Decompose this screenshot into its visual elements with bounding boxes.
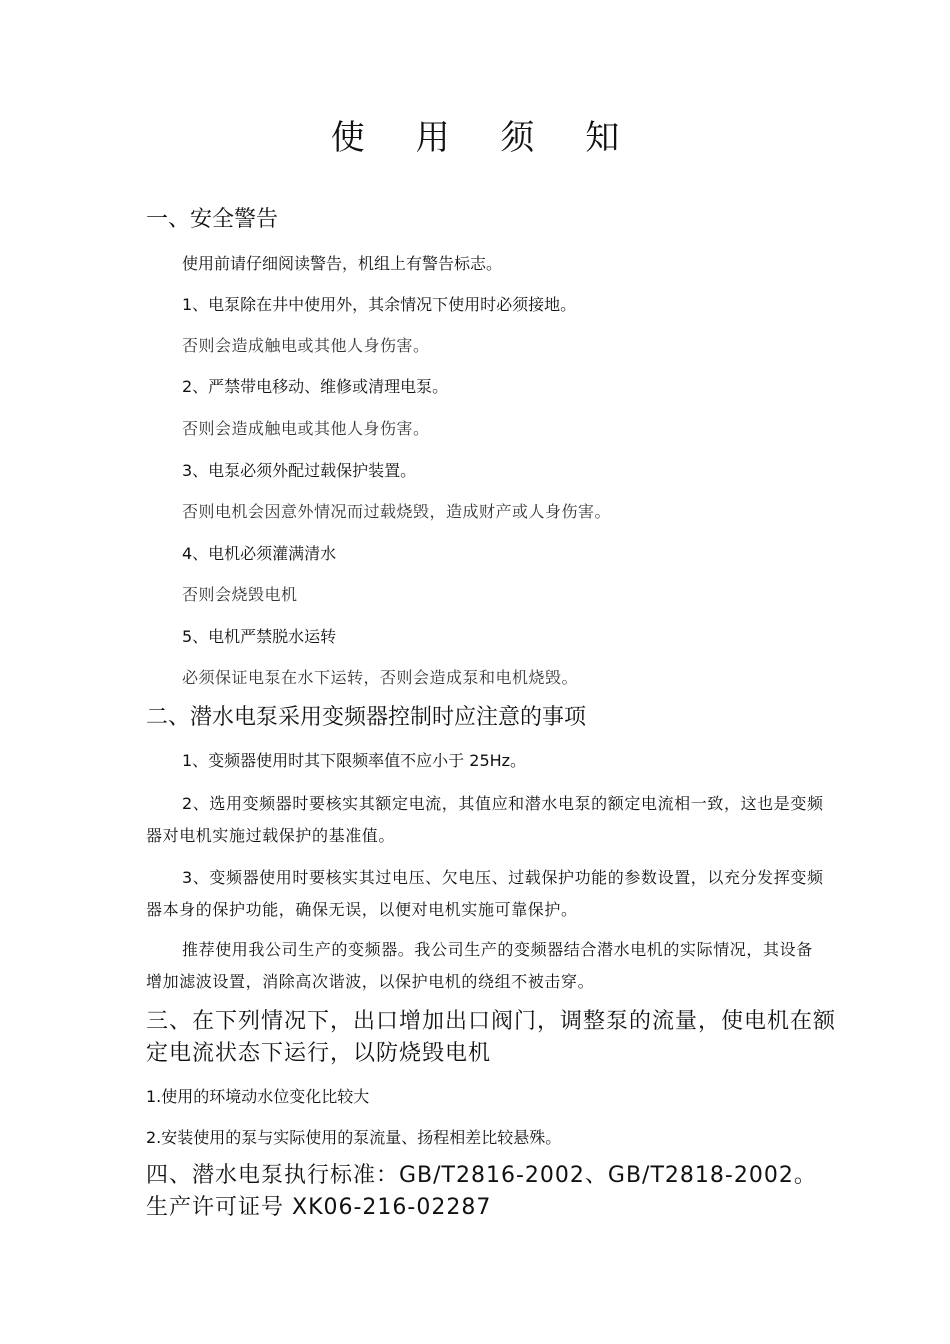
- warning-rule-2: 2、严禁带电移动、维修或清理电泵。: [182, 377, 449, 396]
- warning-rule-3: 3、电泵必须外配过载保护装置。: [182, 461, 417, 480]
- section-1-heading: 一、安全警告: [146, 207, 279, 232]
- section-1-intro: 使用前请仔细阅读警告，机组上有警告标志。: [182, 254, 503, 273]
- page-title: 使 用 须 知: [330, 118, 640, 158]
- section-4-heading: 四、潜水电泵执行标准：GB/T2816-2002、GB/T2818-2002。生产许可证号 XK06-216-02287: [146, 1163, 817, 1220]
- warning-note-3: 否则电机会因意外情况而过载烧毁，造成财产或人身伤害。: [182, 502, 612, 521]
- section-2-recommendation: 推荐使用我公司生产的变频器。我公司生产的变频器结合潜水电机的实际情况，其设备增加滤波设置，消除高次谐波，以保护电机的绕组不被击穿。: [146, 940, 813, 991]
- section-3-heading: 三、在下列情况下，出口增加出口阀门，调整泵的流量，使电机在额定电流状态下运行，以防烧毁电机: [146, 1009, 837, 1066]
- warning-note-5: 必须保证电泵在水下运转，否则会造成泵和电机烧毁。: [182, 668, 579, 687]
- warning-note-4: 否则会烧毁电机: [182, 585, 298, 604]
- section-2-heading: 二、潜水电泵采用变频器控制时应注意的事项: [146, 705, 587, 730]
- warning-note-2: 否则会造成触电或其他人身伤害。: [182, 419, 430, 438]
- section-2-item-2: 2、选用变频器时要核实其额定电流，其值应和潜水电泵的额定电流相一致，这也是变频器对电机实施过载保护的基准值。: [146, 794, 824, 845]
- warning-note-1: 否则会造成触电或其他人身伤害。: [182, 336, 430, 355]
- section-3-item-2: 2.安装使用的泵与实际使用的泵流量、扬程相差比较悬殊。: [146, 1128, 562, 1147]
- section-2-item-1: 1、变频器使用时其下限频率值不应小于 25Hz。: [182, 751, 527, 770]
- warning-rule-4: 4、电机必须灌满清水: [182, 544, 337, 563]
- warning-rule-5: 5、电机严禁脱水运转: [182, 627, 337, 646]
- section-3-item-1: 1.使用的环境动水位变化比较大: [146, 1087, 370, 1106]
- section-2-item-3: 3、变频器使用时要核实其过电压、欠电压、过载保护功能的参数设置，以充分发挥变频器本身的保护功能，确保无误，以便对电机实施可靠保护。: [146, 868, 824, 919]
- warning-rule-1: 1、电泵除在井中使用外，其余情况下使用时必须接地。: [182, 295, 577, 314]
